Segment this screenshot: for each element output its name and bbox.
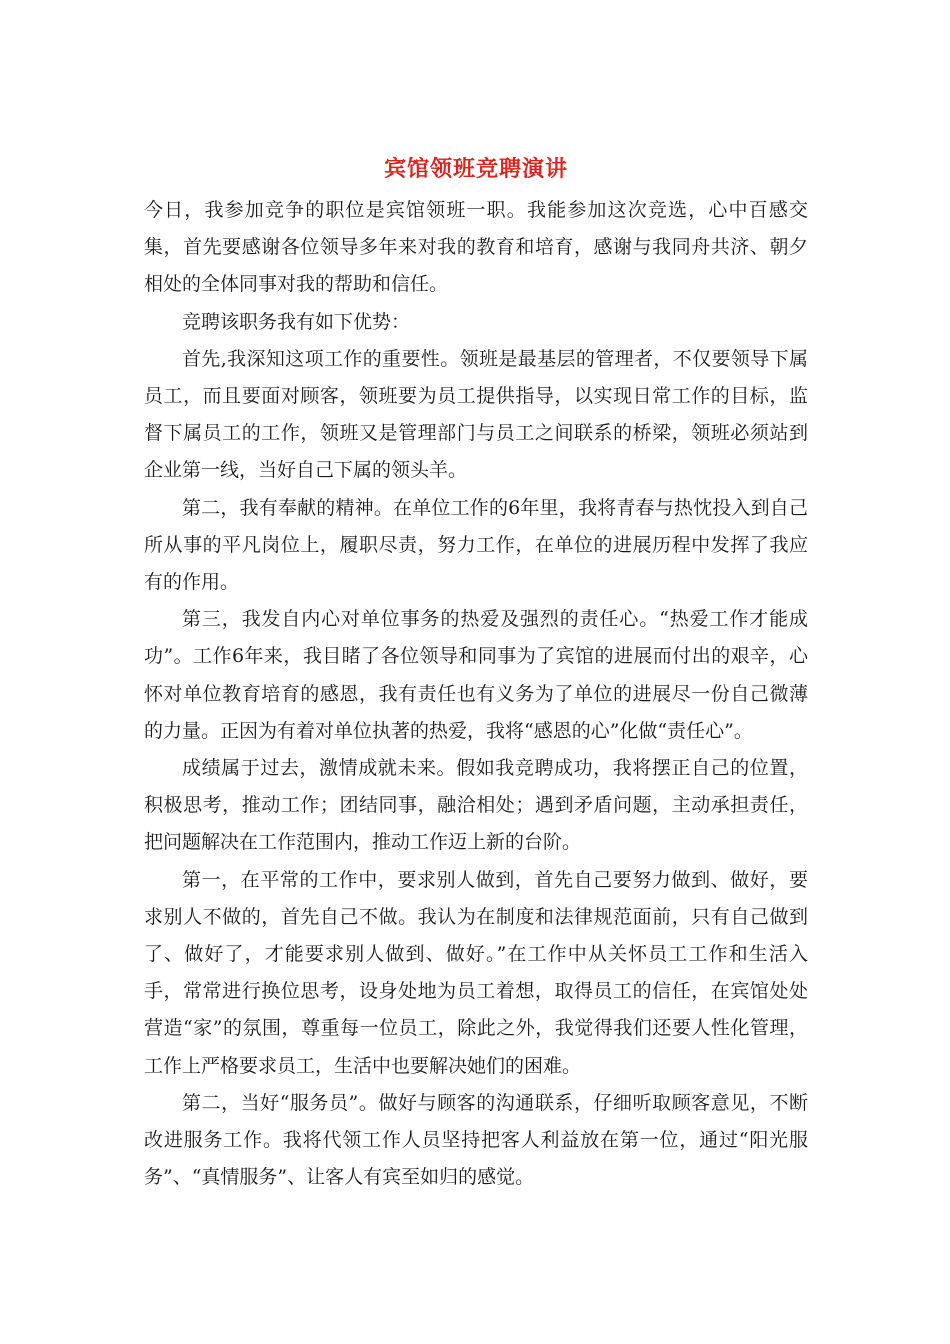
paragraph-plan-point-two: 第二，当好“服务员”。做好与顾客的沟通联系，仔细听取顾客意见，不断改进服务工作。我将代领工作人员坚持把客人利益放在第一位，通过“阳光服务”、“真情服务”、让客人有宾至如归的感觉。 [144, 1091, 808, 1189]
document-body [144, 150, 808, 1196]
document-title: 宾馆领班竞聘演讲 [383, 156, 568, 182]
paragraph-advantages-heading: 竞聘该职务我有如下优势： [182, 310, 411, 333]
paragraph-third-advantage: 第三，我发自内心对单位事务的热爱及强烈的责任心。“热爱工作才能成功”。工作6年来，我目睹了各位领导和同事为了宾馆的进展而付出的艰辛，心怀对单位教育培育的感恩，我有责任也有义务为了单位的进展尽一份自己微薄的力量。正因为有着对单位执著的热爱，我将“感恩的心”化做“责任心”。 [144, 608, 808, 742]
paragraph-first-advantage: 首先,我深知这项工作的重要性。领班是最基层的管理者，不仅要领导下属员工，而且要面对顾客，领班要为员工提供指导，以实现日常工作的目标，监督下属员工的工作，领班又是管理部门与员工之间联系的桥梁，领班必须站到企业第一线，当好自己下属的领头羊。 [144, 347, 808, 482]
paragraph-future-plan: 成绩属于过去，激情成就未来。假如我竞聘成功，我将摆正自己的位置，积极思考，推动工作；团结同事，融洽相处；遇到矛盾问题，主动承担责任，把问题解决在工作范围内，推动工作迈上新的台阶。 [144, 757, 808, 854]
paragraph-intro: 今日，我参加竞争的职位是宾馆领班一职。我能参加这次竞选，心中百感交集，首先要感谢各位领导多年来对我的教育和培育，感谢与我同舟共济、朝夕相处的全体同事对我的帮助和信任。 [144, 199, 808, 296]
paragraph-second-advantage: 第二，我有奉献的精神。在单位工作的6年里，我将青春与热忱投入到自己所从事的平凡岗位上，履职尽责，努力工作，在单位的进展历程中发挥了我应有的作用。 [144, 496, 808, 594]
paragraph-plan-point-one: 第一，在平常的工作中，要求别人做到，首先自己要努力做到、做好，要求别人不做的，首先自己不做。我认为在制度和法律规范面前，只有自己做到了、做好了，才能要求别人做到、做好。”在工作中从关怀员工工作和生活入手，常常进行换位思考，设身处地为员工着想，取得员工的信任，在宾馆处处营造“家”的氛围，尊重每一位员工，除此之外，我觉得我们还要人性化管理，工作上严格要求员工，生活中也要解决她们的困难。 [144, 868, 808, 1077]
